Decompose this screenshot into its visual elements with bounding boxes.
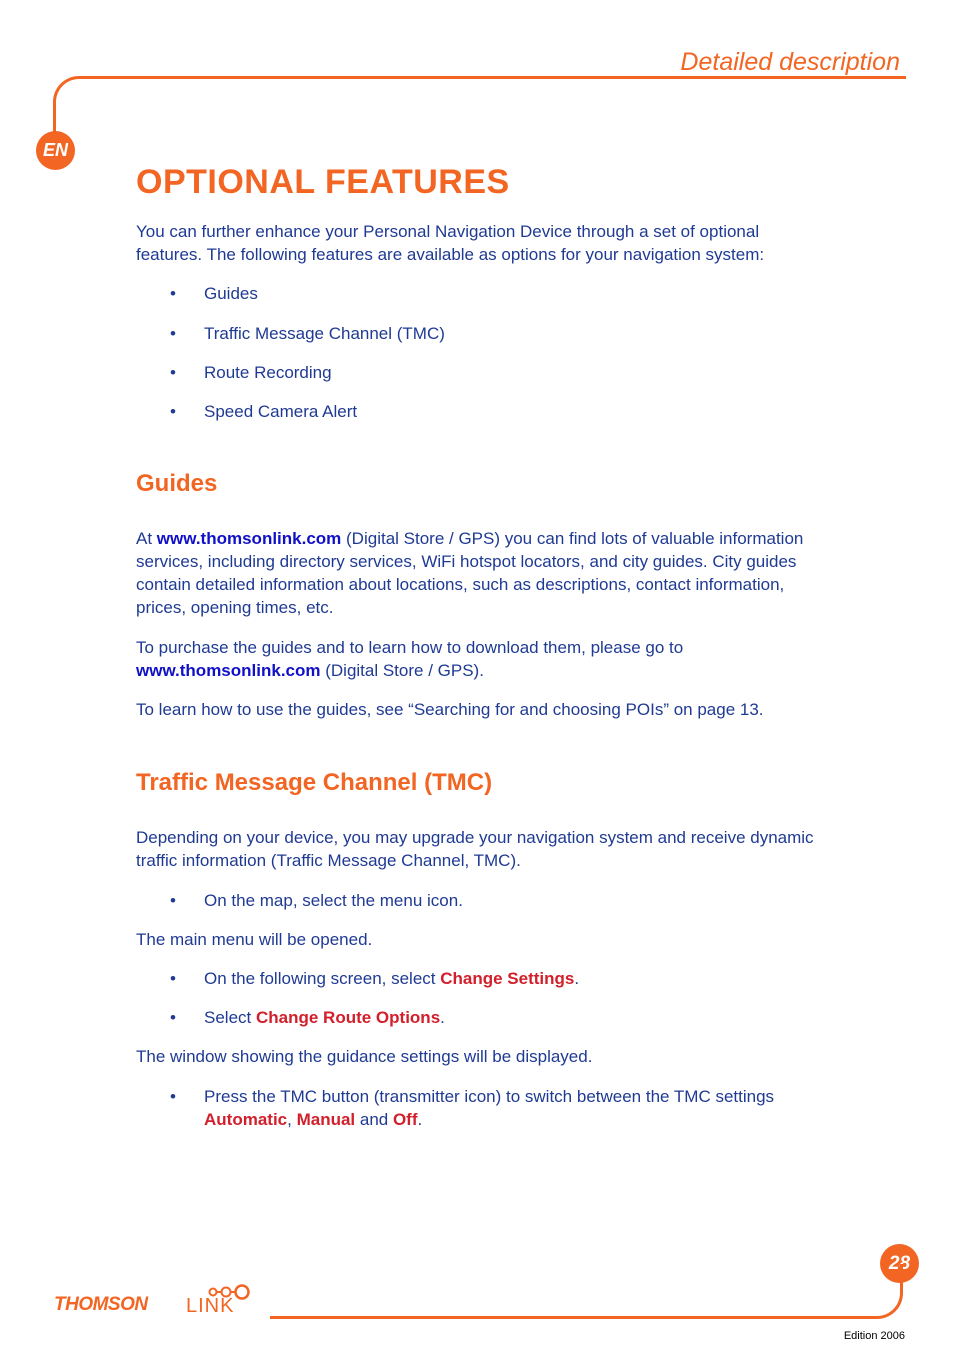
feature-list — [136, 282, 826, 423]
list-item: • Speed Camera Alert — [136, 400, 826, 423]
manual-option: Manual — [296, 1110, 356, 1129]
logo-link-text: LINK — [186, 1295, 235, 1317]
tmc-paragraph-1: Depending on your device, you may upgrade your navigation system and receive dynamic traffic information (Traffic Message Channel, TMC). — [136, 828, 814, 870]
guides-heading: Guides — [136, 470, 218, 497]
off-option: Off — [392, 1110, 418, 1129]
edition-label: Edition 2006 — [843, 1330, 905, 1342]
footer-frame-line — [270, 1264, 903, 1319]
guides-paragraph-2: To purchase the guides and to learn how to download them, please go to www.thomsonlink.com (Digital Store / GPS). — [136, 638, 684, 680]
thomsonlink-link[interactable]: www.thomsonlink.com — [136, 661, 321, 680]
page-title: OPTIONAL FEATURES — [136, 163, 510, 201]
language-badge: EN — [36, 131, 75, 170]
list-item: • Traffic Message Channel (TMC) — [136, 322, 826, 345]
list-item: • Press the TMC button (transmitter icon) to switch between the TMC settings Automatic, Manual and Off. — [136, 1085, 826, 1131]
change-route-options-command: Change Route Options — [255, 1008, 441, 1027]
tmc-steps-c — [136, 1085, 826, 1131]
automatic-option: Automatic — [204, 1110, 288, 1129]
logo-rings-icon — [207, 1282, 267, 1304]
tmc-steps-a — [136, 889, 826, 912]
page-number-badge: 28 — [880, 1244, 919, 1283]
section-title: Detailed description — [680, 48, 900, 76]
tmc-heading: Traffic Message Channel (TMC) — [136, 769, 493, 796]
logo-brand-text: THOMSON — [54, 1294, 148, 1315]
list-item: • On the following screen, select Change Settings. — [136, 967, 826, 990]
tmc-steps-b — [136, 967, 826, 1029]
tmc-note-2: The window showing the guidance settings will be displayed. — [136, 1047, 593, 1066]
header-frame-line — [53, 76, 906, 139]
thomsonlink-link[interactable]: www.thomsonlink.com — [156, 529, 342, 548]
guides-paragraph-1: At www.thomsonlink.com (Digital Store / GPS) you can find lots of valuable information services, including directory services, WiFi hotspot locators, and city guides. City guides contain detailed information about locations, such as descriptions, contact information, prices, opening times, etc. — [136, 529, 804, 617]
intro-paragraph: You can further enhance your Personal Navigation Device through a set of optional features. The following features are available as options for your navigation system: — [136, 222, 765, 264]
guides-paragraph-3: To learn how to use the guides, see “Searching for and choosing POIs” on page 13. — [136, 700, 764, 719]
list-item: • Guides — [136, 282, 826, 305]
change-settings-command: Change Settings — [440, 969, 575, 988]
tmc-note-1: The main menu will be opened. — [136, 930, 373, 949]
list-item: • On the map, select the menu icon. — [136, 889, 826, 912]
list-item: • Select Change Route Options. — [136, 1006, 826, 1029]
page-content — [136, 160, 826, 1131]
list-item: • Route Recording — [136, 361, 826, 384]
